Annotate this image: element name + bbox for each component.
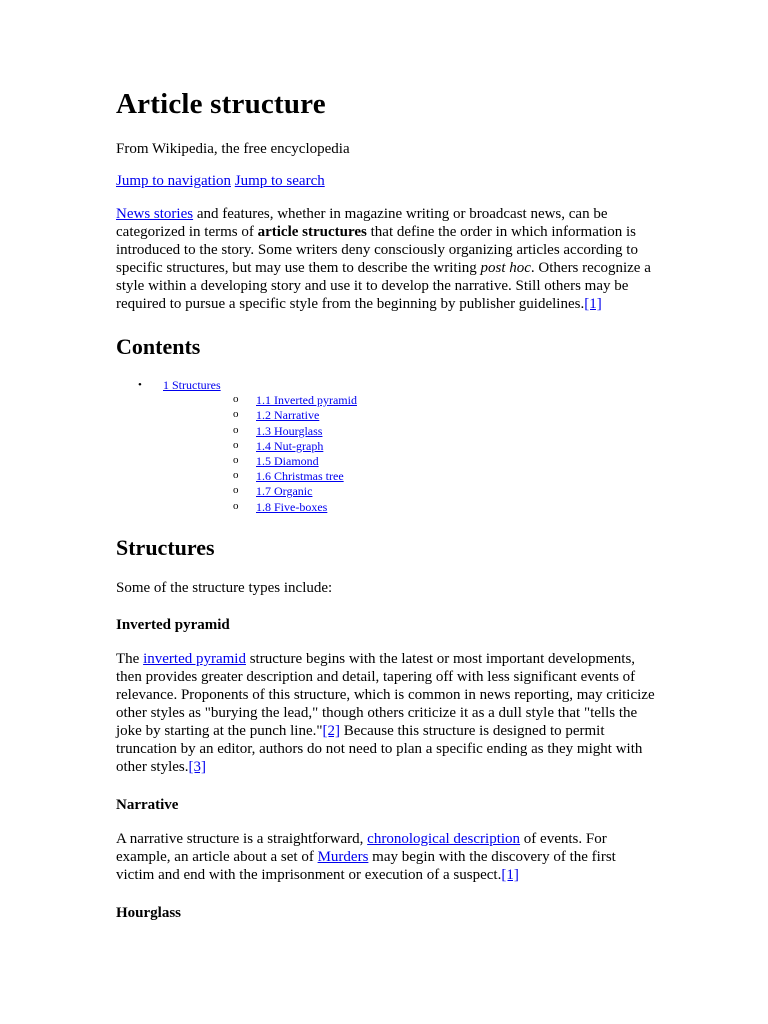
jump-links bbox=[116, 171, 656, 191]
toc-link-organic[interactable]: 1.7 Organic bbox=[256, 484, 313, 499]
toc-item-structures bbox=[116, 378, 656, 515]
inverted-pyramid-paragraph bbox=[116, 650, 656, 776]
intro-text-2: that define the order in which information is introduced to the story. Some writers deny consciously organizing articles according to specific structures, but may use them to describe the writing bbox=[116, 224, 638, 276]
reference-2-link[interactable]: [2] bbox=[322, 722, 340, 739]
jump-to-search-link[interactable]: Jump to search bbox=[234, 173, 325, 189]
narrative-paragraph bbox=[116, 830, 656, 884]
toc-link-christmas-tree[interactable]: 1.6 Christmas tree bbox=[256, 469, 344, 484]
murders-link[interactable]: Murders bbox=[317, 848, 369, 865]
contents-heading: Contents bbox=[116, 334, 201, 359]
circle-bullet-icon: o bbox=[233, 454, 239, 467]
reference-1-link[interactable]: [1] bbox=[584, 296, 602, 312]
narrative-heading: Narrative bbox=[116, 796, 179, 813]
inverted-text-1: The bbox=[116, 650, 144, 667]
jump-to-navigation-link[interactable]: Jump to navigation bbox=[116, 173, 231, 189]
inverted-pyramid-link[interactable]: inverted pyramid bbox=[143, 650, 246, 667]
inverted-pyramid-heading: Inverted pyramid bbox=[116, 616, 230, 633]
toc-item bbox=[163, 439, 656, 454]
table-of-contents bbox=[116, 378, 656, 515]
circle-bullet-icon: o bbox=[233, 499, 239, 512]
chronological-description-link[interactable]: chronological description bbox=[367, 830, 521, 847]
toc-item bbox=[163, 454, 656, 469]
tagline: From Wikipedia, the free encyclopedia bbox=[116, 141, 350, 157]
toc-sublist bbox=[163, 393, 656, 515]
circle-bullet-icon: o bbox=[233, 438, 239, 451]
circle-bullet-icon: o bbox=[233, 423, 239, 436]
circle-bullet-icon: o bbox=[233, 484, 239, 497]
intro-text-1: and features, whether in magazine writing or broadcast news, can be categorized in terms of bbox=[116, 206, 608, 240]
toc-item bbox=[163, 500, 656, 515]
bullet-icon: • bbox=[138, 379, 142, 391]
article-content bbox=[116, 86, 656, 923]
toc-item bbox=[163, 408, 656, 423]
intro-paragraph bbox=[116, 205, 656, 313]
toc-link-nut-graph[interactable]: 1.4 Nut-graph bbox=[256, 438, 324, 453]
inverted-text-3: Because this structure is designed to permit truncation by an editor, authors do not need to plan a specific ending as they might with other styles. bbox=[116, 722, 643, 775]
hourglass-heading: Hourglass bbox=[116, 904, 182, 921]
structures-heading: Structures bbox=[116, 534, 215, 560]
toc-link-structures[interactable]: 1 Structures bbox=[163, 378, 221, 392]
circle-bullet-icon: o bbox=[233, 469, 239, 482]
circle-bullet-icon: o bbox=[233, 408, 239, 421]
toc-link-hourglass[interactable]: 1.3 Hourglass bbox=[256, 423, 323, 438]
toc-item bbox=[163, 424, 656, 439]
structures-intro: Some of the structure types include: bbox=[116, 579, 333, 596]
toc-link-inverted-pyramid[interactable]: 1.1 Inverted pyramid bbox=[256, 393, 357, 408]
page-title: Article structure bbox=[116, 88, 326, 120]
inverted-text-2: structure begins with the latest or most important developments, then provides greater description and detail, tapering off with less significant events of relevance. Proponents of this structure, which is common in news reporting, may criticize other styles as "burying the lead," though others criticize it as a dull style that "tells the joke by starting at the punch line." bbox=[116, 650, 655, 739]
circle-bullet-icon: o bbox=[233, 393, 239, 406]
news-stories-link[interactable]: News stories bbox=[116, 206, 194, 222]
toc-link-diamond[interactable]: 1.5 Diamond bbox=[256, 454, 319, 469]
narrative-text-1: A narrative structure is a straightforward, bbox=[116, 830, 368, 847]
toc-item bbox=[163, 393, 656, 408]
intro-bold-text: article structures bbox=[257, 224, 367, 240]
narrative-text-3: may begin with the discovery of the first victim and end with the imprisonment or execution of a suspect. bbox=[116, 848, 616, 883]
reference-1-link-narrative[interactable]: [1] bbox=[501, 866, 519, 883]
toc-link-five-boxes[interactable]: 1.8 Five-boxes bbox=[256, 499, 328, 514]
toc-link-narrative[interactable]: 1.2 Narrative bbox=[256, 408, 320, 423]
intro-italic-text: post hoc bbox=[480, 260, 531, 276]
intro-text-3: . Others recognize a style within a developing story and use it to develop the narrative. Still others may be required to pursue a specific style from the beginning by publisher guidelines. bbox=[116, 260, 651, 312]
narrative-text-2: of events. For example, an article about a set of bbox=[116, 830, 607, 865]
reference-3-link[interactable]: [3] bbox=[188, 758, 206, 775]
toc-item bbox=[163, 484, 656, 499]
toc-item bbox=[163, 469, 656, 484]
